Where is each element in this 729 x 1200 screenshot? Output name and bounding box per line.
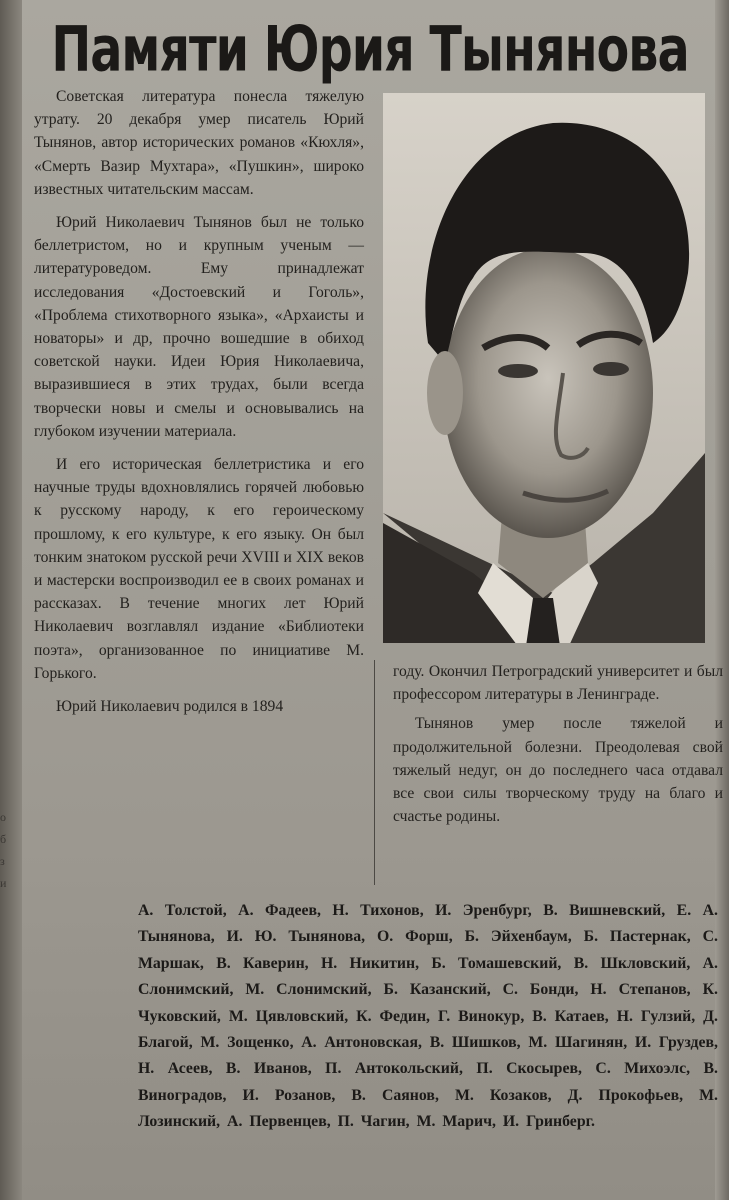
portrait-photo <box>383 93 705 643</box>
column-divider <box>374 660 375 885</box>
left-page-edge <box>0 0 22 1200</box>
left-column <box>34 85 364 728</box>
paragraph-birth-start: Юрий Николаевич родился в 1894 <box>56 698 284 716</box>
headline: Памяти Юрия Тынянова <box>51 14 689 86</box>
paragraph-scholar: Юрий Николаевич Тынянов был не только беллетристом, но и крупным ученым — литературоведом. Ему принадлежат исследования «Достоевский и Гоголь», «Проблема стихотворного языка», «Архаисты и новаторы» и др, прочно вошедшие в обиход советской науки. Идеи Юрия Николаевича, выразившиеся в этих трудах, были всегда творчески новы и смелы и основывались на глубоком изучении материала. <box>34 214 364 440</box>
paragraph-death: Тынянов умер после тяжелой и продолжительной болезни. Преодолевая свой тяжелый недуг, он до последнего часа отдавал все свои силы творческому труду на благо и счастье родины. <box>393 715 723 826</box>
paragraph-obituary-intro: Советская литература понесла тяжелую утрату. 20 декабря умер писатель Юрий Тынянов, автор исторических романов «Кюхля», «Смерть Вазир Мухтара», «Пушкин», широко известных читательским массам. <box>34 88 364 198</box>
right-column <box>393 660 723 828</box>
paragraph-love-of-people: И его историческая беллетристика и его научные труды вдохновлялись горячей любовью к русскому народу, к его героическому прошлому, к его культуре, к его языку. Он был тонким знатоком русской речи XVIII и XIX веков и мастерски воспроизводил ее в своих романах и рассказах. В течение многих лет Юрий Николаевич возглавлял издание «Библиотеки поэта», организованное по инициативе М. Горького. <box>34 456 364 682</box>
signatures-list: А. Толстой, А. Фадеев, Н. Тихонов, И. Эренбург, В. Вишневский, Е. А. Тынянова, И. Ю. Тынянова, О. Форш, Б. Эйхенбаум, Б. Пастернак, С. Маршак, В. Каверин, Н. Никитин, Б. Томашевский, В. Шкловский, А. Слонимский, М. Слонимский, Б. Казанский, С. Бонди, Н. Степанов, К. Чуковский, М. Цявловский, К. Федин, Г. Винокур, В. Катаев, Н. Гулзий, Д. Благой, М. Зощенко, А. Антоновская, В. Шишков, М. Шагинян, И. Груздев, Н. Асеев, В. Иванов, П. Антокольский, П. Скосырев, С. Михоэлс, В. Виноградов, И. Розанов, В. Саянов, М. Козаков, Д. Прокофьев, М. Лозинский, А. Первенцев, П. Чагин, М. Марич, И. Гринберг. <box>138 902 718 1131</box>
margin-fragment: о б з и <box>0 810 7 890</box>
paragraph-birth-end: году. Окончил Петроградский университет и был профессором литературы в Ленинграде. <box>393 663 723 704</box>
